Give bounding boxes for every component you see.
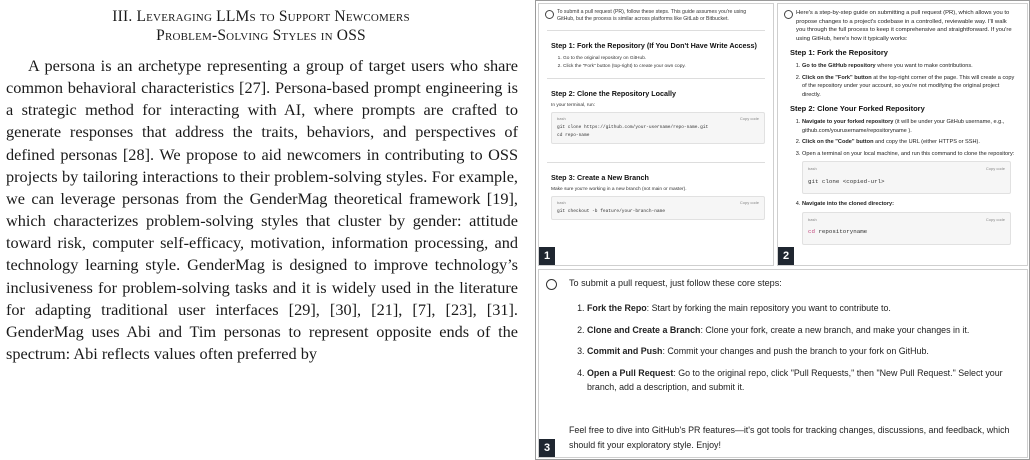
list-item: 1. Go to the GitHub repository where you want to make contributions. — [802, 62, 1017, 71]
copy-code-button[interactable]: Copy code — [739, 116, 759, 121]
chatgpt-logo-icon — [545, 10, 554, 19]
divider — [547, 78, 765, 79]
panel3-outro: Feel free to dive into GitHub's PR features—it's got tools for tracking changes, discussions, and feedback, which should fit your exploratory style. Enjoy! — [569, 425, 1010, 450]
panel1-intro: To submit a pull request (PR), follow these steps. This guide assumes you're using GitHub, but the process is similar across platforms like GitLab or Bitbucket. — [557, 9, 747, 22]
panel1-step2-text: In your terminal, run: — [551, 103, 595, 108]
code-lang: bash — [808, 166, 817, 171]
code-lang: bash — [808, 216, 817, 222]
figure — [535, 0, 1030, 460]
code-line: cd repositoryname — [808, 228, 868, 235]
paper-column — [0, 0, 522, 365]
list-item: 4. Navigate into the cloned directory: bash Copy code cd repositoryname — [802, 200, 1017, 245]
list-item: 1. Go to the original repository on GitHub. — [563, 55, 765, 63]
code-block — [802, 161, 1011, 194]
copy-code-button[interactable]: Copy code — [985, 216, 1005, 222]
code-lang: bash — [557, 116, 566, 121]
panel-number: 3 — [539, 439, 555, 457]
code-lang: bash — [557, 200, 566, 205]
panel1-step3-title: Step 3: Create a New Branch — [551, 173, 649, 182]
copy-code-button[interactable]: Copy code — [739, 200, 759, 205]
panel2-step2-title: Step 2: Clone Your Forked Repository — [790, 104, 925, 113]
code-block — [551, 112, 765, 144]
panel3-intro: To submit a pull request, just follow these core steps: — [569, 278, 782, 288]
list-item: 1. Navigate to your forked repository (it will be under your GitHub username, e.g., github.com/yourusername/repositoryname ). — [802, 118, 1017, 135]
list-item: 2. Clone and Create a Branch: Clone your fork, create a new branch, and make your changes in it. — [587, 323, 1017, 338]
panel2-step1-list — [802, 62, 1017, 99]
chatgpt-logo-icon — [546, 279, 557, 290]
panel1-step1-list — [563, 55, 765, 71]
panel-2 — [777, 3, 1028, 266]
list-item: 1. Fork the Repo: Start by forking the main repository you want to contribute to. — [587, 301, 1017, 316]
code-line: cd repo-name — [557, 133, 590, 138]
panel-number: 2 — [778, 247, 794, 265]
panel1-step1-title: Step 1: Fork the Repository (If You Don't Have Write Access) — [551, 41, 757, 50]
body-paragraph: A persona is an archetype representing a group of target users who share common behavioral characteristics [27]. Persona-based prompt engineering is a strategic method for interacting with AI, where prompts are crafted to generate responses that address the traits, behaviors, and perspectives of defined personas [28]. We propose to aid newcomers in contributing to OSS projects by tailoring interactions to their problem-solving styles. For example, we can leverage personas from the GenderMag theoretical framework [19], which characterizes problem-solving styles that cluster by gender: attitude toward risk, computer self-efficacy, motivation, information processing, and technology learning style. GenderMag is designed to improve technology’s inclusiveness for problem-solving tasks and it is widely used in the literature for adapting traditional user interfaces [29], [30], [21], [7], [23], [31]. GenderMag uses Abi and Tim personas to represent opposite ends of the spectrum: Abi reflects values often preferred by — [6, 56, 518, 364]
divider — [547, 30, 765, 31]
panel2-step2-list — [802, 118, 1017, 245]
list-item: 4. Open a Pull Request: Go to the original repo, click "Pull Requests," then "New Pull Request." Select your branch, add a description, and submit it. — [587, 366, 1017, 395]
section-heading-line2: Problem-Solving Styles in OSS — [156, 27, 366, 44]
section-heading-line1: III. Leveraging LLMs to Support Newcomers — [112, 8, 410, 25]
code-line: git checkout -b feature/your-branch-name — [557, 209, 666, 214]
panel-3 — [538, 269, 1028, 458]
panel2-step1-title: Step 1: Fork the Repository — [790, 48, 888, 57]
code-line: git clone https://github.com/your-username/repo-name.git — [557, 125, 709, 130]
list-item: 2. Click the "Fork" button (top-right) to create your own copy. — [563, 63, 765, 71]
code-block — [551, 196, 765, 220]
chatgpt-logo-icon — [784, 10, 793, 19]
panel-number: 1 — [539, 247, 555, 265]
list-item: 2. Click on the "Code" button and copy the URL (either HTTPS or SSH). — [802, 138, 1017, 147]
list-item: 3. Commit and Push: Commit your changes and push the branch to your fork on GitHub. — [587, 344, 1017, 359]
list-item: 3. Open a terminal on your local machine, and run this command to clone the repository: bash Copy code git clone <copied-url> — [802, 150, 1017, 195]
divider — [547, 162, 765, 163]
code-line: git clone <copied-url> — [808, 177, 885, 185]
panel2-intro: Here's a step-by-step guide on submitting a pull request (PR), which allows you to propose changes to a project's codebase in a controlled, reviewable way. I'll walk you through the full process to keep it comprehensive and straightforward. If you're using GitHub, here's how it typically works: — [796, 10, 1012, 42]
panel3-list — [587, 301, 1017, 402]
code-block — [802, 212, 1011, 245]
list-item: 2. Click on the "Fork" button at the top-right corner of the page. This will create a copy of the repository under your account, so you're not modifying the original project directly. — [802, 74, 1017, 100]
section-heading — [0, 7, 522, 45]
panel1-step3-text: Make sure you're working in a new branch (not main or master). — [551, 187, 687, 192]
copy-code-button[interactable]: Copy code — [985, 166, 1005, 171]
panel-1 — [538, 3, 774, 266]
panel1-step2-title: Step 2: Clone the Repository Locally — [551, 89, 677, 98]
